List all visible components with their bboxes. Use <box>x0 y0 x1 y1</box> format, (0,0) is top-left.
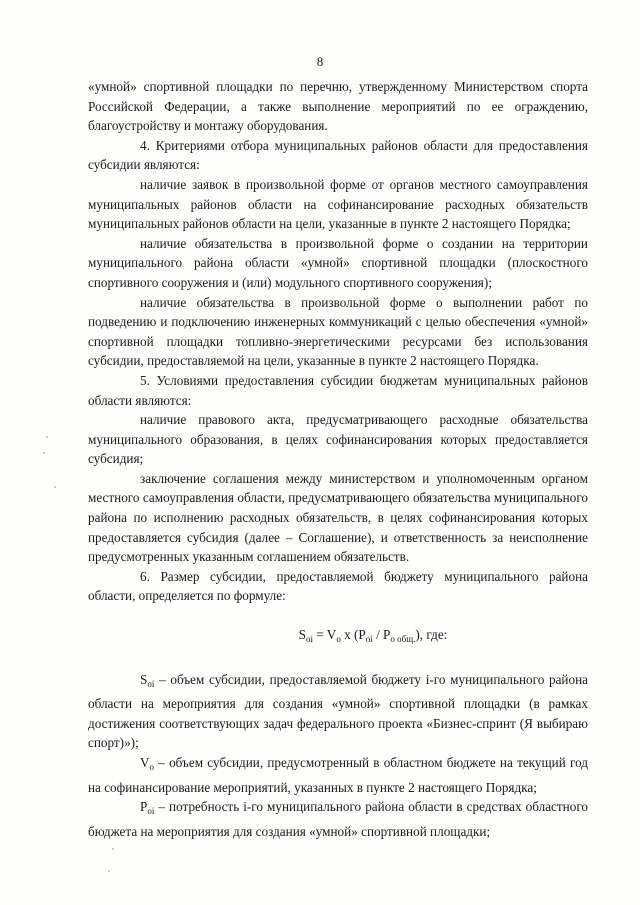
page-number: 8 <box>316 54 324 69</box>
definition-s-oi: $S_{oi}$ – объем субсидии, предоставляемой бюджету i-го муниципального района области на мероприятия для создания «умной» спортивной площадки (в рамках достижения соответствующих задач федерального проекта «Бизнес-спринт (Я выбираю спорт)»); <box>88 671 588 751</box>
paragraph-conditions-legal-act: наличие правового акта, предусматривающего расходные обязательства муниципального образования, в целях софинансирования которых предоставляется субсидия; <box>88 412 588 467</box>
document-body <box>88 77 588 841</box>
paragraph-criteria-obligation-works: наличие обязательства в произвольной форме о выполнении работ по подведению и подключению инженерных коммуникаций с целью обеспечения «умной» спортивной площадки топливно-энергетическими ресурсами без использования субсидии, предоставляемой на цели, указанные в пункте 2 настоящего Порядка. <box>88 294 588 369</box>
paragraph-subsidy-size: 6. Размер субсидии, предоставляемой бюджету муниципального района области, определяется по формуле: <box>88 568 588 604</box>
definition-p-oi: $P_{oi}$ – потребность i-го муниципального района области в средствах областного бюджета на мероприятия для создания «умной» спортивной площадки; <box>88 799 588 839</box>
scan-speck <box>43 452 45 454</box>
paragraph-criteria-heading: 4. Критериями отбора муниципальных районов области для предоставления субсидии являются: <box>88 137 588 173</box>
definition-v-o: $V_o$ – объем субсидии, предусмотренный в областном бюджете на текущий год на софинансирование мероприятий, указанных в пункте 2 настоящего Порядка; <box>88 755 588 795</box>
subsidy-formula: $S_{oi} = V_o$ x $(P_{oi} / P_{o общ.})$, где: <box>298 627 448 645</box>
paragraph-conditions-agreement: заключение соглашения между министерством и уполномоченным органом местного самоуправления области, предусматривающего обязательства муниципального района по исполнению расходных обязательств, в целях софинансирования которых предоставляется субсидия (далее – Соглашение), и ответственность за неисполнение предусмотренных указанным соглашением обязательств. <box>88 470 588 565</box>
paragraph-conditions-heading: 5. Условиями предоставления субсидии бюджетам муниципальных районов области являются: <box>88 372 588 408</box>
paragraph-continuation: «умной» спортивной площадки по перечню, утвержденному Министерством спорта Российской Федерации, а также выполнение мероприятий по ее ограждению, благоустройству и монтажу оборудования. <box>88 79 588 134</box>
scan-speck <box>46 436 48 438</box>
scan-speck <box>54 486 56 488</box>
scan-speck <box>108 870 110 872</box>
paragraph-criteria-applications: наличие заявок в произвольной форме от органов местного самоуправления муниципальных районов области на софинансирование расходных обязательств муниципальных районов области на цели, указанные в пункте 2 настоящего Порядка; <box>88 176 588 232</box>
paragraph-criteria-obligation-create: наличие обязательства в произвольной форме о создании на территории муниципального района области «умной» спортивной площадки (плоскостного спортивного сооружения и (или) модульного спортивного сооружения); <box>88 235 588 290</box>
scan-speck <box>112 848 114 850</box>
